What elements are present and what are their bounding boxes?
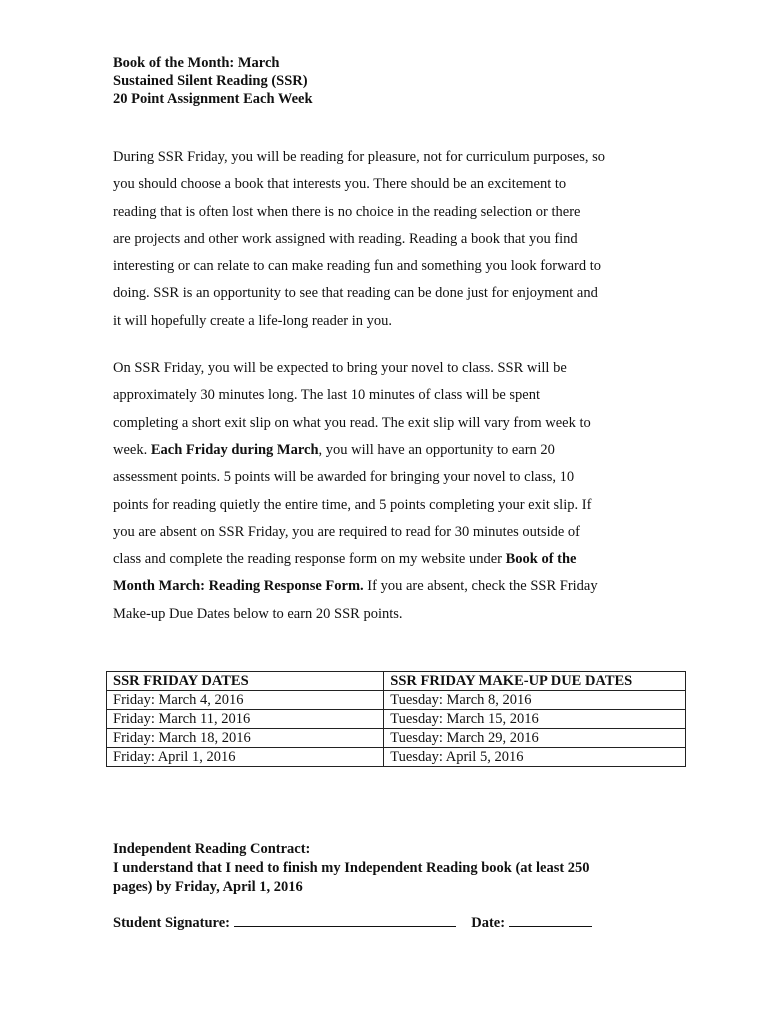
details-line: you are absent on SSR Friday, you are required to read for 30 minutes outside of (113, 523, 580, 540)
makeup-date-cell: Tuesday: March 8, 2016 (384, 691, 686, 710)
makeup-date-cell: Tuesday: March 29, 2016 (384, 729, 686, 748)
details-text: week. (113, 441, 151, 458)
intro-line: it will hopefully create a life-long reader in you. (113, 312, 393, 329)
student-signature-field[interactable] (234, 912, 456, 927)
table-row (107, 748, 686, 767)
intro-line: doing. SSR is an opportunity to see that reading can be done just for enjoyment and (113, 285, 598, 302)
reading-contract (113, 840, 693, 897)
dates-table (106, 671, 686, 767)
contract-text: I understand that I need to finish my Independent Reading book (at least 250 (113, 860, 590, 876)
intro-line: reading that is often lost when there is no choice in the reading selection or there (113, 203, 581, 220)
details-text: If you are absent, check the SSR Friday (363, 578, 598, 595)
date-label: Date: (471, 915, 506, 931)
details-text: , you will have an opportunity to earn 20 (318, 441, 555, 458)
contract-title: Independent Reading Contract: (113, 841, 311, 857)
details-emphasis: Each Friday during March (150, 441, 319, 458)
details-text: class and complete the reading response form on my website under (113, 551, 506, 568)
intro-line: you should choose a book that interests you. There should be an excitement to (113, 176, 567, 193)
details-emphasis: Book of the (505, 551, 577, 568)
friday-date-cell: Friday: March 4, 2016 (107, 691, 384, 710)
makeup-date-cell: Tuesday: April 5, 2016 (384, 748, 686, 767)
header-title: Book of the Month: March (113, 55, 280, 71)
intro-line: interesting or can relate to can make reading fun and something you look forward to (113, 258, 602, 275)
friday-date-cell: Friday: April 1, 2016 (107, 748, 384, 767)
details-emphasis: Month March: Reading Response Form. (113, 578, 364, 595)
header-subtitle: Sustained Silent Reading (SSR) (113, 73, 308, 89)
table-header-row (107, 672, 686, 691)
friday-date-cell: Friday: March 18, 2016 (107, 729, 384, 748)
details-line (113, 546, 693, 573)
details-line: On SSR Friday, you will be expected to bring your novel to class. SSR will be (113, 360, 567, 377)
table-row (107, 691, 686, 710)
friday-date-cell: Friday: March 11, 2016 (107, 710, 384, 729)
details-line: approximately 30 minutes long. The last 10 minutes of class will be spent (113, 387, 541, 404)
table-row (107, 710, 686, 729)
contract-text: pages) by Friday, April 1, 2016 (113, 879, 303, 895)
table-row (107, 729, 686, 748)
details-line: assessment points. 5 points will be awarded for bringing your novel to class, 10 (113, 469, 575, 486)
intro-line: During SSR Friday, you will be reading for pleasure, not for curriculum purposes, so (113, 149, 605, 165)
column-header-makeup-dates: SSR FRIDAY MAKE-UP DUE DATES (384, 672, 686, 691)
details-line: completing a short exit slip on what you read. The exit slip will vary from week to (113, 414, 591, 431)
student-signature-label: Student Signature: (113, 915, 230, 931)
details-line: points for reading quietly the entire time, and 5 points completing your exit slip. If (113, 496, 592, 513)
intro-line: are projects and other work assigned with reading. Reading a book that you find (113, 230, 578, 247)
signature-row (113, 912, 592, 932)
details-line (113, 437, 693, 464)
column-header-friday-dates: SSR FRIDAY DATES (107, 672, 384, 691)
header-points: 20 Point Assignment Each Week (113, 91, 313, 107)
makeup-date-cell: Tuesday: March 15, 2016 (384, 710, 686, 729)
intro-paragraph (113, 144, 693, 335)
document-header (113, 54, 693, 108)
details-paragraph (113, 355, 693, 628)
details-line (113, 573, 693, 600)
details-line: Make-up Due Dates below to earn 20 SSR points. (113, 605, 403, 622)
document-page (113, 54, 693, 628)
date-field[interactable] (509, 912, 592, 927)
